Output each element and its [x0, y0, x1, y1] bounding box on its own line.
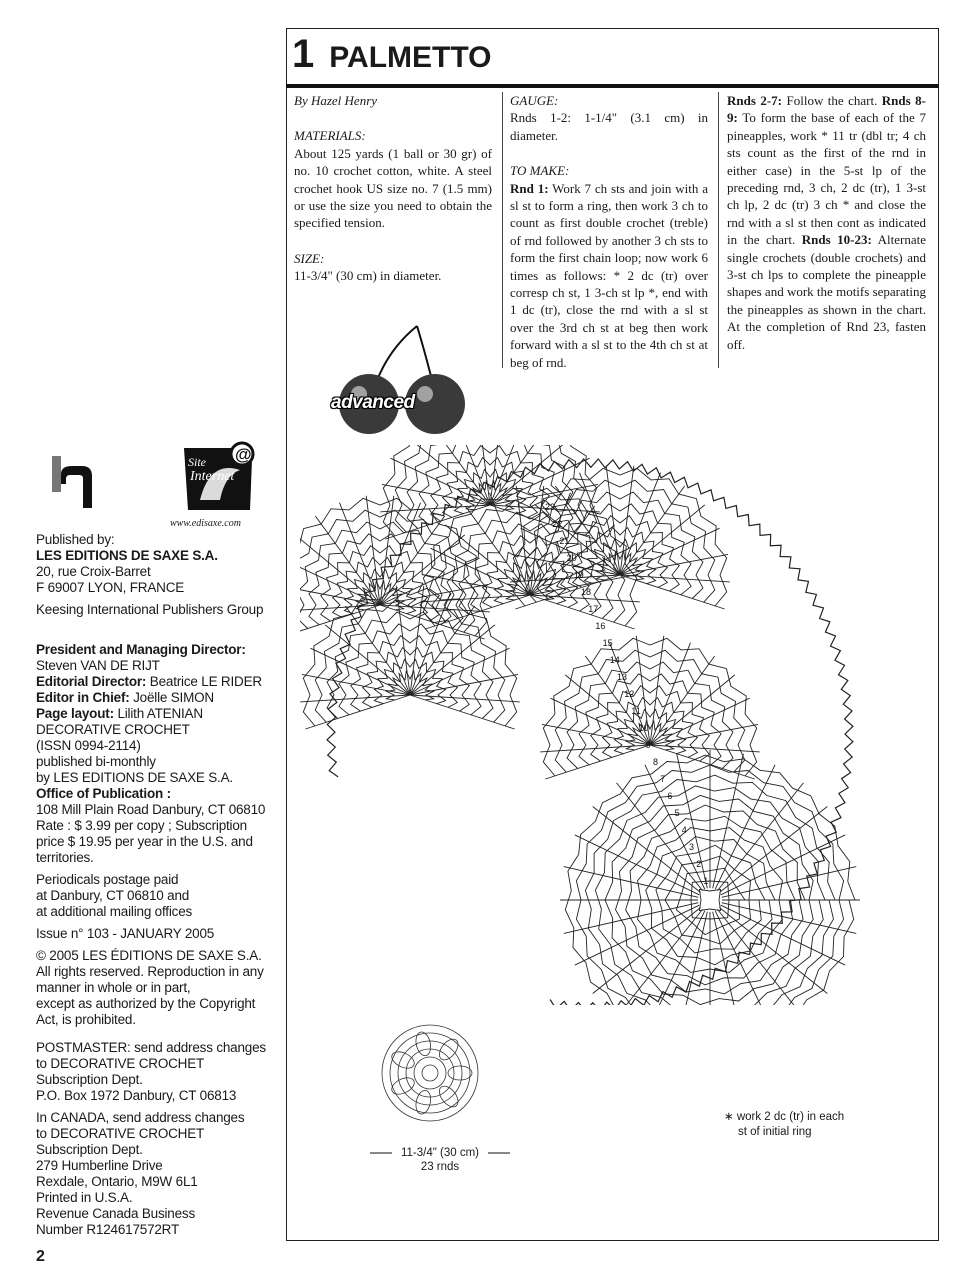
- size-label: SIZE:: [294, 250, 325, 266]
- rnd1-label: Rnd 1:: [510, 180, 549, 196]
- svg-text:@: @: [235, 445, 252, 464]
- masthead-role: Editorial Director:: [36, 674, 147, 689]
- chart-round-label: 23: [545, 502, 556, 512]
- chart-round-label: 6: [667, 791, 673, 801]
- publisher-name: LES EDITIONS DE SAXE S.A.: [36, 548, 218, 563]
- canada-line: Number R124617572RT: [36, 1222, 180, 1237]
- rate-line: territories.: [36, 850, 94, 865]
- column-divider: [502, 92, 503, 368]
- magazine-name: DECORATIVE CROCHET: [36, 722, 190, 737]
- instructions-column-1: [294, 92, 492, 285]
- chart-round-label: 17: [588, 604, 599, 614]
- pattern-name: PALMETTO: [329, 41, 492, 74]
- column-divider: [718, 92, 719, 368]
- pattern-author: By Hazel Henry: [294, 93, 378, 108]
- postage-line: Periodicals postage paid: [36, 872, 179, 887]
- rnd8-9-text: To form the base of each of the 7 pineapples, work * 11 tr (dbl tr; 4 ch sts count as the first of the rnd in either case) in the 5-st lp of the preceding rnd, 3 ch, 2 dc (tr), 1 3-st ch lp, 2 dc (tr) 3 ch * and close the rnd with a sl st then cont as indicated in the chart.: [727, 110, 926, 248]
- chart-round-label: 9: [645, 740, 651, 750]
- chart-round-label: 2: [696, 859, 702, 869]
- chart-round-label: 8: [653, 757, 659, 767]
- rnd2-7-label: Rnds 2-7:: [727, 93, 783, 108]
- materials-text: About 125 yards (1 ball or 30 gr) of no. 10 crochet cotton, white. A steel crochet hook US size no. 7 (1.5 mm) or use the size you need to obtain the specified tension.: [294, 145, 492, 231]
- masthead-role: President and Managing Director:: [36, 642, 246, 657]
- publisher-logos: [40, 440, 270, 530]
- postage-line: at Danbury, CT 06810 and: [36, 888, 190, 903]
- postmaster-line: P.O. Box 1972 Danbury, CT 06813: [36, 1088, 237, 1103]
- crochet-chart: [300, 445, 860, 1005]
- instructions-column-2: [510, 92, 708, 371]
- chart-round-label: 16: [595, 621, 606, 631]
- magazine-issn: (ISSN 0994-2114): [36, 738, 141, 753]
- masthead-name: Lilith ATENIAN: [117, 706, 203, 721]
- to-make-label: TO MAKE:: [510, 163, 570, 179]
- rate-line: Rate : $ 3.99 per copy ; Subscription: [36, 818, 247, 833]
- chart-round-label: 1: [703, 876, 709, 886]
- rnd10-23-label: Rnds 10-23:: [801, 232, 872, 248]
- canada-line: In CANADA, send address changes: [36, 1110, 245, 1125]
- page-number: 2: [36, 1248, 45, 1265]
- copyright-line: Act, is prohibited.: [36, 1012, 136, 1027]
- canada-line: 279 Humberline Drive: [36, 1158, 163, 1173]
- canada-line: Subscription Dept.: [36, 1142, 143, 1157]
- chart-round-label: 3: [689, 842, 695, 852]
- postmaster-line: POSTMASTER: send address changes: [36, 1040, 266, 1055]
- canada-line: Rexdale, Ontario, M9W 6L1: [36, 1174, 198, 1189]
- issue-line: Issue n° 103 - JANUARY 2005: [36, 926, 215, 941]
- copyright-line: © 2005 LES ÉDITIONS DE SAXE S.A.: [36, 948, 262, 963]
- chart-round-label: 13: [617, 672, 628, 682]
- office-address: 108 Mill Plain Road Danbury, CT 06810: [36, 802, 266, 817]
- copyright-line: manner in whole or in part,: [36, 980, 191, 995]
- cherries-icon: [325, 322, 470, 442]
- chart-round-label: 21: [559, 536, 570, 546]
- rounds-count: 23 rnds: [420, 1161, 460, 1173]
- published-by-label: Published by:: [36, 532, 115, 547]
- chart-note-line-2: st of initial ring: [738, 1126, 812, 1138]
- chart-round-label: 14: [609, 655, 620, 665]
- chart-round-label: 22: [552, 519, 563, 529]
- site-url[interactable]: www.edisaxe.com: [170, 518, 241, 529]
- rnd10-23-text: Alternate single crochets (double crochets) and 3-st ch lps to complete the pineapple shapes and work the motifs separating the pineapples as shown in the chart. At the completion of Rnd 23, fasten off.: [727, 232, 926, 352]
- gauge-label: GAUGE:: [510, 93, 559, 108]
- rnd2-7-text: Follow the chart.: [786, 93, 878, 108]
- postage-line: at additional mailing offices: [36, 904, 193, 919]
- publisher-h-logo-icon: [48, 450, 98, 510]
- dimension-value: 11-3/4" (30 cm): [400, 1147, 479, 1159]
- masthead-role: Editor in Chief:: [36, 690, 130, 705]
- chart-round-label: 5: [674, 808, 680, 818]
- masthead-name: Joëlle SIMON: [133, 690, 214, 705]
- chart-round-label: 7: [660, 774, 666, 784]
- chart-round-label: 19: [573, 570, 584, 580]
- chart-round-label: 11: [631, 706, 641, 716]
- size-text: 11-3/4" (30 cm) in diameter.: [294, 268, 442, 284]
- masthead-name: Beatrice LE RIDER: [149, 674, 262, 689]
- office-label: Office of Publication :: [36, 786, 171, 801]
- difficulty-badge: advanced: [331, 392, 415, 413]
- chart-note-line-1: ∗ work 2 dc (tr) in each: [724, 1111, 845, 1123]
- doily-thumbnail-icon: [368, 1018, 498, 1128]
- postmaster-line: to DECORATIVE CROCHET: [36, 1056, 205, 1071]
- copyright-line: All rights reserved. Reproduction in any: [36, 964, 264, 979]
- chart-round-label: 4: [681, 825, 687, 835]
- site-logo-word-1: Site: [188, 455, 206, 469]
- postmaster-line: Subscription Dept.: [36, 1072, 143, 1087]
- dimension-label: [372, 1146, 508, 1174]
- copyright-line: except as authorized by the Copyright: [36, 996, 256, 1011]
- rate-line: price $ 19.95 per year in the U.S. and: [36, 834, 253, 849]
- publisher-address-2: F 69007 LYON, FRANCE: [36, 580, 185, 595]
- rnd1-text: Work 7 ch sts and join with a sl st to form a ring, then work 3 ch to count as first double crochet (treble) of rnd followed by another 3 ch sts to form the first chain loop; now work 6 times as follows: * 2 dc (tr) over corresp ch st, 1 3-ch st lp *, end with 1 dc (tr), close the rnd with a sl st over the 3rd ch st at beg then work forward with a sl st to the 4th ch st at beg of rnd.: [510, 180, 709, 370]
- gauge-text: Rnds 1-2: 1-1/4" (3.1 cm) in diameter.: [510, 110, 708, 143]
- title-rule: [286, 84, 939, 88]
- chart-note: [724, 1110, 844, 1140]
- pattern-title: [292, 32, 491, 82]
- masthead-name: Steven VAN DE RIJT: [36, 658, 160, 673]
- masthead-role: Page layout:: [36, 706, 114, 721]
- site-logo-word-2: Internet: [190, 469, 235, 484]
- chart-round-label: 20: [566, 553, 577, 563]
- rnd8-9-label: Rnds 8-9:: [727, 93, 926, 126]
- chart-round-label: 10: [638, 723, 649, 733]
- magazine-publisher: by LES EDITIONS DE SAXE S.A.: [36, 770, 233, 785]
- canada-line: Printed in U.S.A.: [36, 1190, 133, 1205]
- chart-round-label: 18: [581, 587, 592, 597]
- canada-line: Revenue Canada Business: [36, 1206, 196, 1221]
- instructions-column-3: [727, 92, 926, 353]
- magazine-frequency: published bi-monthly: [36, 754, 156, 769]
- publisher-info: [36, 532, 282, 1238]
- chart-round-label: 12: [624, 689, 635, 699]
- publisher-group: Keesing International Publishers Group: [36, 602, 264, 617]
- publisher-address-1: 20, rue Croix-Barret: [36, 564, 151, 579]
- chart-round-label: 15: [602, 638, 613, 648]
- canada-line: to DECORATIVE CROCHET: [36, 1126, 205, 1141]
- site-internet-logo-icon: [180, 440, 260, 520]
- pattern-number: 1: [292, 32, 314, 76]
- materials-label: MATERIALS:: [294, 128, 366, 144]
